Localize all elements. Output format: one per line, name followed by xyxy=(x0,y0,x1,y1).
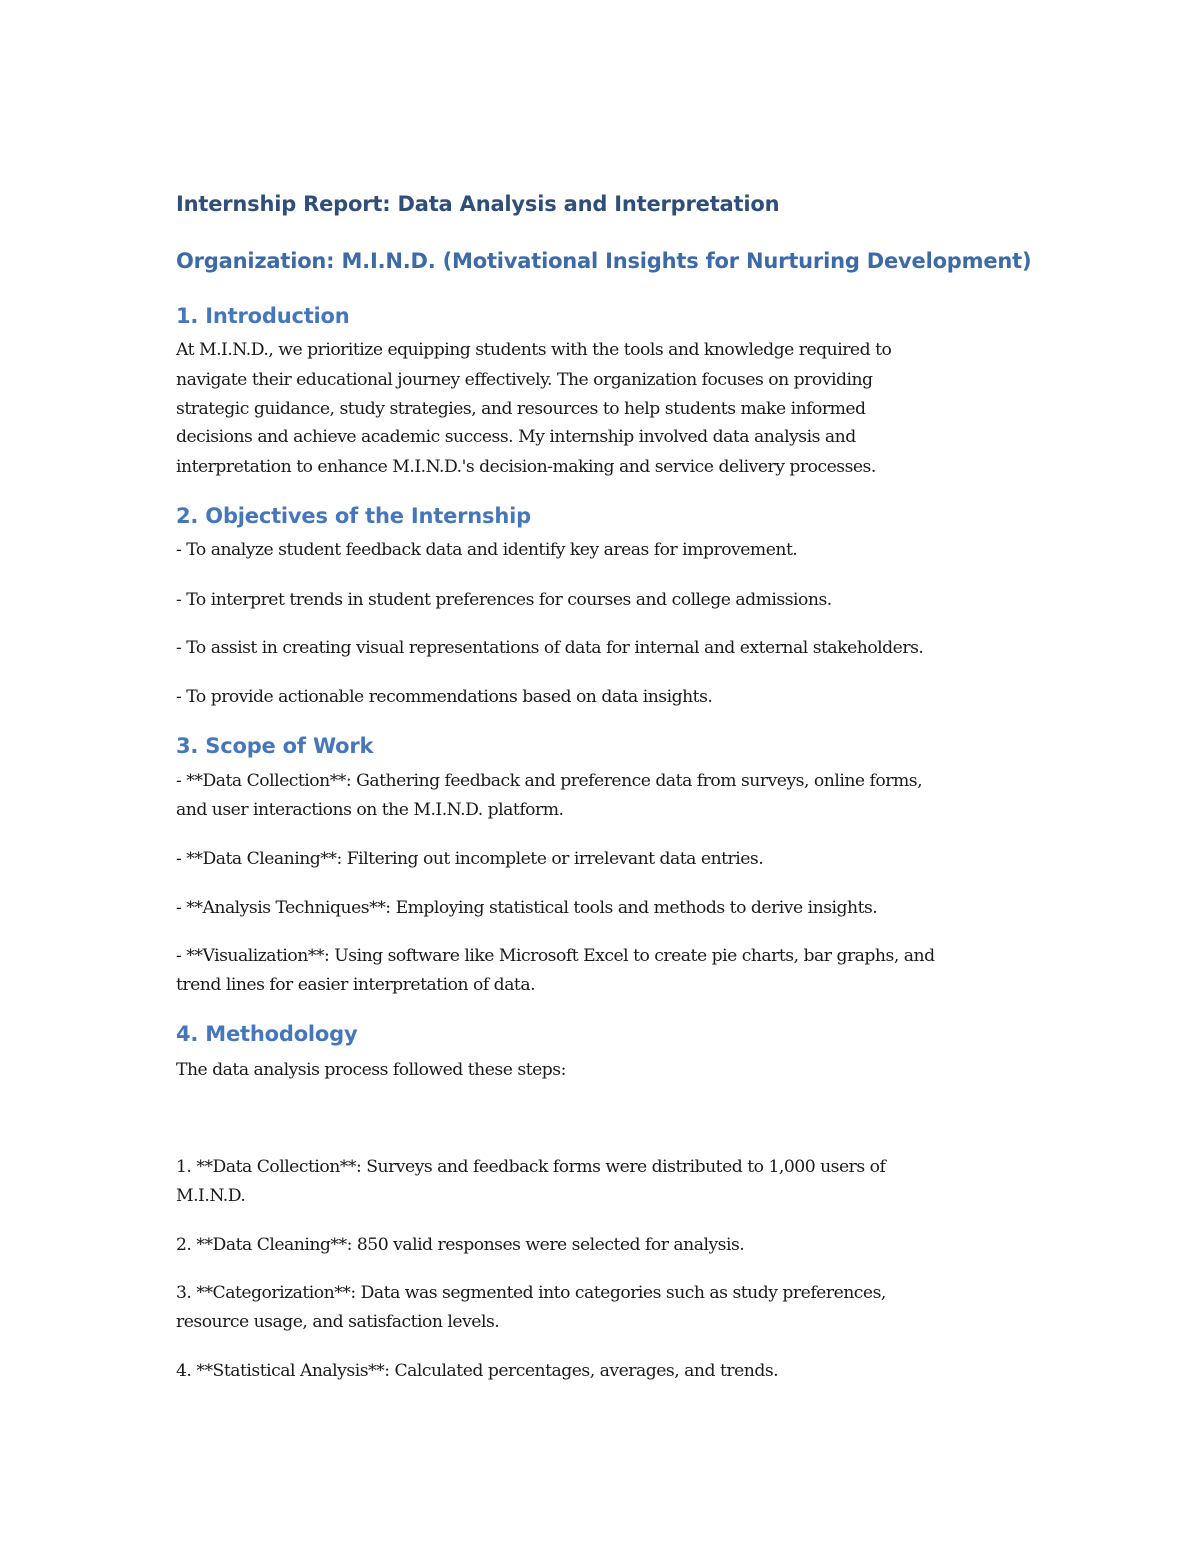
methodology-step-line: 1. **Data Collection**: Surveys and feedback forms were distributed to 1,000 users of xyxy=(176,1157,886,1177)
introduction-line: decisions and achieve academic success. My internship involved data analysis and xyxy=(176,427,856,447)
objective-item: - To provide actionable recommendations based on data insights. xyxy=(176,687,713,707)
scope-item-line: - **Analysis Techniques**: Employing statistical tools and methods to derive insights. xyxy=(176,898,878,918)
methodology-step-line: 3. **Categorization**: Data was segmented into categories such as study preferences, xyxy=(176,1283,886,1303)
methodology-step-line: 2. **Data Cleaning**: 850 valid responses were selected for analysis. xyxy=(176,1235,745,1255)
introduction-heading: 1. Introduction xyxy=(176,304,350,328)
objective-item: - To interpret trends in student preferences for courses and college admissions. xyxy=(176,590,832,610)
introduction-line: At M.I.N.D., we prioritize equipping students with the tools and knowledge required to xyxy=(176,340,892,360)
objective-item: - To analyze student feedback data and identify key areas for improvement. xyxy=(176,540,798,560)
scope-item-line: and user interactions on the M.I.N.D. platform. xyxy=(176,800,564,820)
scope-item-line: - **Data Collection**: Gathering feedback and preference data from surveys, online forms, xyxy=(176,771,923,791)
methodology-step-line: M.I.N.D. xyxy=(176,1186,246,1206)
introduction-line: interpretation to enhance M.I.N.D.'s decision-making and service delivery processes. xyxy=(176,457,876,477)
objective-item: - To assist in creating visual representations of data for internal and external stakeholders. xyxy=(176,638,924,658)
methodology-heading: 4. Methodology xyxy=(176,1022,358,1046)
objectives-heading: 2. Objectives of the Internship xyxy=(176,504,531,528)
scope-item-line: - **Visualization**: Using software like Microsoft Excel to create pie charts, bar graphs, and xyxy=(176,946,935,966)
methodology-intro: The data analysis process followed these steps: xyxy=(176,1060,566,1080)
introduction-line: strategic guidance, study strategies, and resources to help students make informed xyxy=(176,399,866,419)
scope-heading: 3. Scope of Work xyxy=(176,734,374,758)
organization-heading: Organization: M.I.N.D. (Motivational Insights for Nurturing Development) xyxy=(176,249,1032,273)
methodology-step-line: 4. **Statistical Analysis**: Calculated percentages, averages, and trends. xyxy=(176,1361,779,1381)
introduction-line: navigate their educational journey effectively. The organization focuses on providing xyxy=(176,370,873,390)
scope-item-line: trend lines for easier interpretation of data. xyxy=(176,975,536,995)
report-title: Internship Report: Data Analysis and Interpretation xyxy=(176,192,780,216)
methodology-step-line: resource usage, and satisfaction levels. xyxy=(176,1312,500,1332)
scope-item-line: - **Data Cleaning**: Filtering out incomplete or irrelevant data entries. xyxy=(176,849,764,869)
